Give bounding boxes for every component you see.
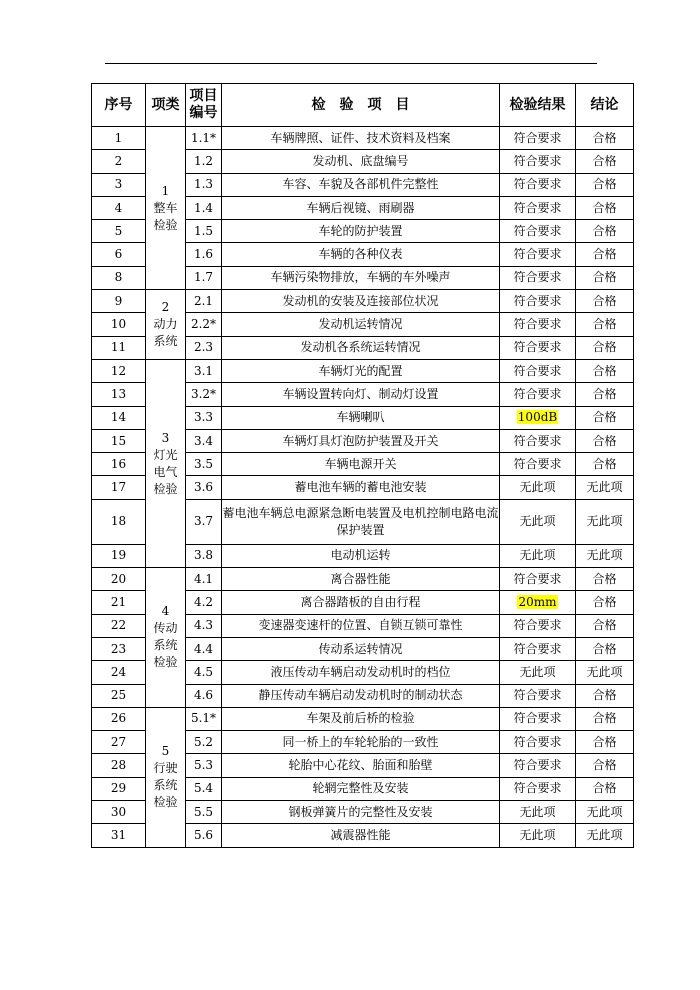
row-code: 2.1 — [186, 290, 222, 313]
row-item: 减震器性能 — [222, 824, 500, 847]
row-item: 车辆灯具灯泡防护装置及开关 — [222, 429, 500, 452]
row-seq: 26 — [92, 707, 146, 730]
row-item: 车辆电源开关 — [222, 453, 500, 476]
row-result — [500, 544, 576, 567]
row-result — [500, 661, 576, 684]
row-result — [500, 290, 576, 313]
row-item: 车架及前后桥的检验 — [222, 707, 500, 730]
row-item: 车辆牌照、证件、技术资料及档案 — [222, 127, 500, 150]
result-value: 符合要求 — [513, 317, 562, 332]
row-result — [500, 568, 576, 591]
row-code: 1.1* — [186, 127, 222, 150]
row-conclusion: 无此项 — [576, 499, 634, 544]
result-value: 符合要求 — [513, 641, 562, 656]
row-conclusion: 合格 — [576, 243, 634, 266]
row-seq: 27 — [92, 731, 146, 754]
row-result — [500, 359, 576, 382]
row-conclusion: 合格 — [576, 731, 634, 754]
row-conclusion: 合格 — [576, 406, 634, 429]
row-result — [500, 614, 576, 637]
row-item: 车辆灯光的配置 — [222, 359, 500, 382]
category-line: 整车 — [153, 200, 178, 215]
category-line: 检验 — [153, 795, 178, 810]
row-result — [500, 684, 576, 707]
row-conclusion: 合格 — [576, 614, 634, 637]
result-value: 符合要求 — [513, 433, 562, 448]
result-value: 符合要求 — [513, 711, 562, 726]
row-item: 离合器踏板的自由行程 — [222, 591, 500, 614]
row-result — [500, 243, 576, 266]
inspection-table — [91, 83, 634, 848]
row-conclusion: 合格 — [576, 266, 634, 289]
row-result — [500, 499, 576, 544]
table-row — [92, 359, 634, 382]
row-conclusion: 无此项 — [576, 824, 634, 847]
table-row — [92, 568, 634, 591]
row-conclusion: 合格 — [576, 429, 634, 452]
row-seq: 11 — [92, 336, 146, 359]
row-conclusion: 合格 — [576, 196, 634, 219]
row-seq: 6 — [92, 243, 146, 266]
row-item: 电动机运转 — [222, 544, 500, 567]
header-item: 检 验 项 目 — [222, 84, 500, 127]
row-conclusion: 合格 — [576, 637, 634, 660]
row-code: 3.8 — [186, 544, 222, 567]
row-code: 1.7 — [186, 266, 222, 289]
row-conclusion: 合格 — [576, 707, 634, 730]
category-line: 检验 — [153, 655, 178, 670]
row-conclusion: 合格 — [576, 173, 634, 196]
category-cell — [146, 359, 186, 567]
row-item: 车轮的防护装置 — [222, 220, 500, 243]
row-result — [500, 707, 576, 730]
result-value: 符合要求 — [513, 293, 562, 308]
row-code: 5.4 — [186, 777, 222, 800]
category-line: 灯光 — [153, 447, 178, 462]
category-cell — [146, 707, 186, 847]
row-result — [500, 406, 576, 429]
row-item: 蓄电池车辆总电源紧急断电装置及电机控制电路电流保护装置 — [222, 499, 500, 544]
row-result — [500, 150, 576, 173]
row-item: 车辆后视镜、雨刷器 — [222, 196, 500, 219]
row-conclusion: 合格 — [576, 220, 634, 243]
row-result — [500, 754, 576, 777]
result-value: 符合要求 — [513, 200, 562, 215]
row-conclusion: 合格 — [576, 453, 634, 476]
row-seq: 3 — [92, 173, 146, 196]
row-item: 发动机、底盘编号 — [222, 150, 500, 173]
row-code: 4.6 — [186, 684, 222, 707]
row-item: 传动系运转情况 — [222, 637, 500, 660]
row-result — [500, 127, 576, 150]
category-line: 系统 — [153, 778, 178, 793]
row-seq: 1 — [92, 127, 146, 150]
row-conclusion: 合格 — [576, 150, 634, 173]
row-result — [500, 173, 576, 196]
row-code: 5.5 — [186, 801, 222, 824]
row-conclusion: 合格 — [576, 754, 634, 777]
row-result — [500, 429, 576, 452]
header-seq: 序号 — [92, 84, 146, 127]
row-code: 3.3 — [186, 406, 222, 429]
result-value: 符合要求 — [513, 270, 562, 285]
row-result — [500, 196, 576, 219]
row-item: 车容、车貌及各部机件完整性 — [222, 173, 500, 196]
row-result — [500, 313, 576, 336]
row-code: 3.7 — [186, 499, 222, 544]
row-item: 发动机各系统运转情况 — [222, 336, 500, 359]
row-code: 1.5 — [186, 220, 222, 243]
category-cell — [146, 568, 186, 708]
category-line: 行驶 — [153, 761, 178, 776]
table-row — [92, 127, 634, 150]
row-conclusion: 无此项 — [576, 544, 634, 567]
row-result — [500, 637, 576, 660]
result-value: 符合要求 — [513, 130, 562, 145]
row-conclusion: 无此项 — [576, 476, 634, 499]
category-line: 3 — [161, 430, 170, 445]
row-item: 发动机的安装及连接部位状况 — [222, 290, 500, 313]
row-item: 同一桥上的车轮轮胎的一致性 — [222, 731, 500, 754]
header-conclusion: 结论 — [576, 84, 634, 127]
row-seq: 12 — [92, 359, 146, 382]
row-conclusion: 合格 — [576, 290, 634, 313]
row-seq: 14 — [92, 406, 146, 429]
result-value: 符合要求 — [513, 386, 562, 401]
row-code: 2.3 — [186, 336, 222, 359]
header-code — [186, 84, 222, 127]
category-line: 系统 — [153, 638, 178, 653]
row-code: 3.6 — [186, 476, 222, 499]
row-seq: 15 — [92, 429, 146, 452]
result-value: 无此项 — [519, 480, 556, 495]
row-code: 3.1 — [186, 359, 222, 382]
row-code: 1.4 — [186, 196, 222, 219]
result-value: 无此项 — [519, 804, 556, 819]
row-seq: 25 — [92, 684, 146, 707]
header-result: 检验结果 — [500, 84, 576, 127]
row-seq: 17 — [92, 476, 146, 499]
result-value: 无此项 — [519, 664, 556, 679]
category-line: 4 — [161, 604, 170, 619]
result-value: 20mm — [518, 594, 557, 609]
result-value: 符合要求 — [513, 363, 562, 378]
result-value: 无此项 — [519, 514, 556, 529]
result-value: 符合要求 — [513, 153, 562, 168]
category-line: 检验 — [153, 481, 178, 496]
header-code-line2: 编号 — [189, 105, 218, 121]
row-item: 钢板弹簧片的完整性及安装 — [222, 801, 500, 824]
row-result — [500, 824, 576, 847]
row-item: 车辆污染物排放，车辆的车外噪声 — [222, 266, 500, 289]
row-code: 3.4 — [186, 429, 222, 452]
row-code: 4.5 — [186, 661, 222, 684]
row-conclusion: 合格 — [576, 383, 634, 406]
row-result — [500, 777, 576, 800]
row-item: 静压传动车辆启动发动机时的制动状态 — [222, 684, 500, 707]
row-result — [500, 731, 576, 754]
row-code: 5.3 — [186, 754, 222, 777]
result-value: 符合要求 — [513, 340, 562, 355]
row-code: 1.6 — [186, 243, 222, 266]
row-item: 车辆的各种仪表 — [222, 243, 500, 266]
row-item: 轮胎中心花纹、胎面和胎壁 — [222, 754, 500, 777]
row-seq: 18 — [92, 499, 146, 544]
row-item: 蓄电池车辆的蓄电池安装 — [222, 476, 500, 499]
row-code: 4.2 — [186, 591, 222, 614]
result-value: 符合要求 — [513, 758, 562, 773]
row-seq: 2 — [92, 150, 146, 173]
result-value: 符合要求 — [513, 781, 562, 796]
table-body — [92, 127, 634, 848]
category-line: 动力 — [153, 317, 178, 332]
row-item: 液压传动车辆启动发动机时的档位 — [222, 661, 500, 684]
row-result — [500, 801, 576, 824]
result-value: 100dB — [517, 410, 558, 425]
result-value: 符合要求 — [513, 223, 562, 238]
result-value: 无此项 — [519, 548, 556, 563]
row-seq: 10 — [92, 313, 146, 336]
row-item: 轮辋完整性及安装 — [222, 777, 500, 800]
row-conclusion: 合格 — [576, 359, 634, 382]
row-seq: 30 — [92, 801, 146, 824]
row-conclusion: 无此项 — [576, 801, 634, 824]
row-code: 5.6 — [186, 824, 222, 847]
row-code: 5.2 — [186, 731, 222, 754]
row-code: 4.4 — [186, 637, 222, 660]
row-code: 2.2* — [186, 313, 222, 336]
row-result — [500, 476, 576, 499]
row-item: 离合器性能 — [222, 568, 500, 591]
result-value: 符合要求 — [513, 618, 562, 633]
row-conclusion: 合格 — [576, 127, 634, 150]
row-conclusion: 无此项 — [576, 661, 634, 684]
header-code-line1: 项目 — [189, 88, 218, 104]
row-seq: 19 — [92, 544, 146, 567]
row-seq: 8 — [92, 266, 146, 289]
row-seq: 28 — [92, 754, 146, 777]
row-seq: 23 — [92, 637, 146, 660]
row-seq: 13 — [92, 383, 146, 406]
row-result — [500, 591, 576, 614]
header-category: 项类 — [146, 84, 186, 127]
row-seq: 5 — [92, 220, 146, 243]
row-seq: 21 — [92, 591, 146, 614]
result-value: 符合要求 — [513, 688, 562, 703]
result-value: 符合要求 — [513, 734, 562, 749]
row-item: 车辆设置转向灯、制动灯设置 — [222, 383, 500, 406]
result-value: 无此项 — [519, 827, 556, 842]
table-row — [92, 707, 634, 730]
row-code: 4.3 — [186, 614, 222, 637]
category-line: 系统 — [153, 334, 178, 349]
header-row — [92, 84, 634, 127]
result-value: 符合要求 — [513, 247, 562, 262]
row-item: 车辆喇叭 — [222, 406, 500, 429]
row-seq: 4 — [92, 196, 146, 219]
row-result — [500, 266, 576, 289]
category-line: 传动 — [153, 621, 178, 636]
category-line: 电气 — [153, 464, 178, 479]
row-code: 3.2* — [186, 383, 222, 406]
row-seq: 9 — [92, 290, 146, 313]
row-code: 1.2 — [186, 150, 222, 173]
row-conclusion: 合格 — [576, 313, 634, 336]
category-line: 检验 — [153, 217, 178, 232]
row-seq: 20 — [92, 568, 146, 591]
result-value: 符合要求 — [513, 177, 562, 192]
table-row — [92, 290, 634, 313]
result-value: 符合要求 — [513, 456, 562, 471]
row-code: 5.1* — [186, 707, 222, 730]
row-conclusion: 合格 — [576, 777, 634, 800]
row-code: 4.1 — [186, 568, 222, 591]
row-seq: 29 — [92, 777, 146, 800]
row-result — [500, 383, 576, 406]
row-result — [500, 220, 576, 243]
result-value: 符合要求 — [513, 571, 562, 586]
row-conclusion: 合格 — [576, 568, 634, 591]
row-seq: 31 — [92, 824, 146, 847]
row-code: 1.3 — [186, 173, 222, 196]
row-code: 3.5 — [186, 453, 222, 476]
category-line: 2 — [161, 300, 170, 315]
category-cell — [146, 290, 186, 360]
row-item: 发动机运转情况 — [222, 313, 500, 336]
category-cell — [146, 127, 186, 290]
row-seq: 16 — [92, 453, 146, 476]
row-seq: 22 — [92, 614, 146, 637]
category-line: 1 — [161, 183, 170, 198]
category-line: 5 — [161, 744, 170, 759]
row-conclusion: 合格 — [576, 684, 634, 707]
row-result — [500, 453, 576, 476]
row-seq: 24 — [92, 661, 146, 684]
row-item: 变速器变速杆的位置、自锁互锁可靠性 — [222, 614, 500, 637]
row-result — [500, 336, 576, 359]
row-conclusion: 合格 — [576, 336, 634, 359]
row-conclusion: 合格 — [576, 591, 634, 614]
top-rule — [105, 63, 597, 64]
